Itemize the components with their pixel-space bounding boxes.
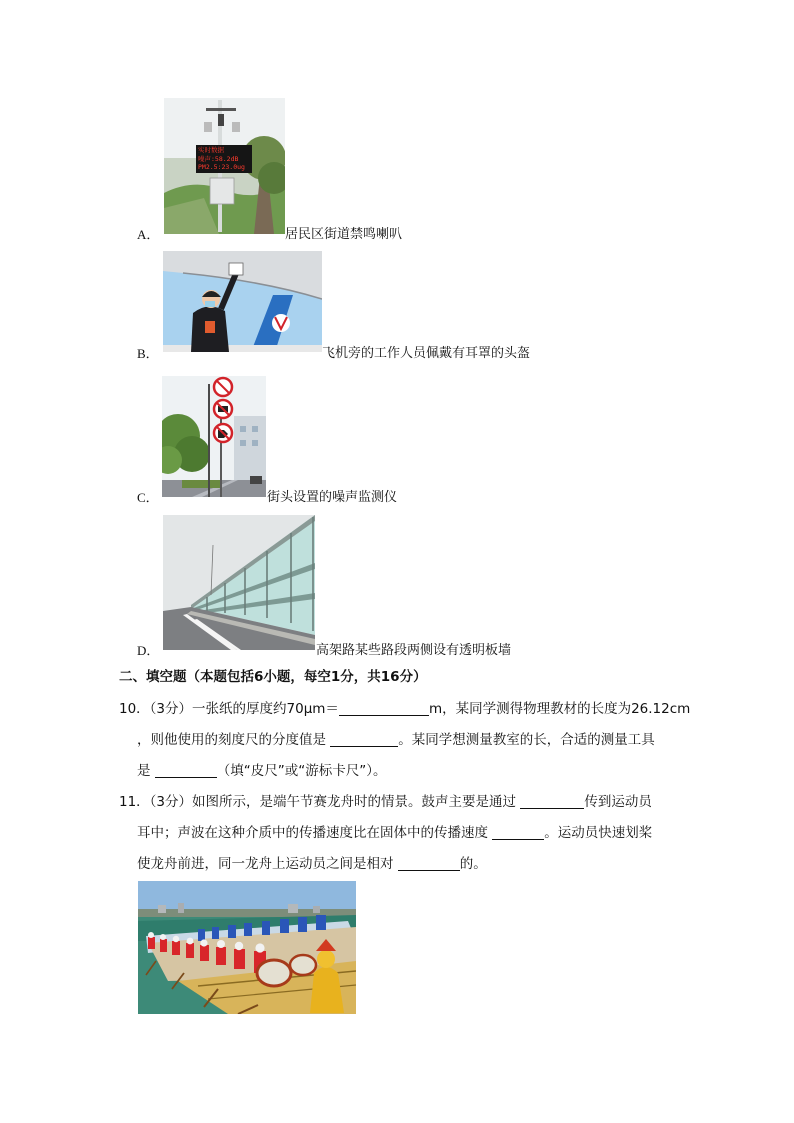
figure-dragon-boat-race <box>138 881 356 1014</box>
monitor-line-3: PM2.5:23.0ug <box>198 163 245 171</box>
q10-line-1 <box>119 697 690 717</box>
option-b-letter: B． <box>137 346 159 361</box>
figure-noise-monitor <box>164 98 285 234</box>
option-d-text: 高架路某些路段两侧设有透明板墙 <box>316 643 512 658</box>
q11-line3-b: 的。 <box>459 856 487 872</box>
q10-part1-tail: m，某同学测得物理教材的长度为26.12cm <box>428 701 691 717</box>
q11-blank-1[interactable] <box>520 794 584 809</box>
option-c-letter: C． <box>137 490 159 505</box>
q11-line1-b: 传到运动员 <box>584 794 652 810</box>
q10-prefix: 10．（3分）一张纸的厚度约70μm＝ <box>119 701 339 717</box>
q11-line3-a: 使龙舟前进，同一龙舟上运动员之间是相对 <box>137 856 394 872</box>
q10-blank-3[interactable] <box>155 763 217 778</box>
q11-line-3 <box>137 852 487 872</box>
q11-line-1 <box>119 790 652 810</box>
q10-blank-2[interactable] <box>330 732 398 747</box>
option-d-letter: D． <box>137 643 160 658</box>
option-a-text: 居民区街道禁鸣喇叭 <box>285 227 403 242</box>
q11-blank-2[interactable] <box>492 825 544 840</box>
q11-line2-a: 耳中；声波在这种介质中的传播速度比在固体中的传播速度 <box>137 825 488 841</box>
q10-line-2 <box>137 728 655 748</box>
q10-line2-b: 。某同学想测量教室的长，合适的测量工具 <box>398 732 655 748</box>
option-a-letter: A． <box>137 227 160 242</box>
q10-line-3 <box>137 759 387 779</box>
option-b-text: 飞机旁的工作人员佩戴有耳罩的头盔 <box>322 346 531 361</box>
q11-blank-3[interactable] <box>398 856 460 871</box>
option-c-text: 街头设置的噪声监测仪 <box>267 490 398 505</box>
q11-line2-b: 。运动员快速划桨 <box>544 825 653 841</box>
q10-blank-1[interactable] <box>339 701 429 716</box>
q11-line-2 <box>137 821 652 841</box>
monitor-line-1: 实时数据 <box>198 146 224 154</box>
q10-line2-a: ，则他使用的刻度尺的分度值是 <box>137 732 326 748</box>
figure-sound-barrier <box>163 515 315 650</box>
section-heading: 二、填空题（本题包括6小题，每空1分，共16分） <box>119 669 427 685</box>
q11-line1-a: 11．（3分）如图所示，是端午节赛龙舟时的情景。鼓声主要是通过 <box>119 794 517 810</box>
monitor-line-2: 噪声:58.2dB <box>198 154 239 163</box>
figure-airport-worker <box>163 251 322 352</box>
figure-no-horn-signs <box>162 376 266 497</box>
q10-line3-b: （填“皮尺”或“游标卡尺”）。 <box>216 763 387 779</box>
q10-line3-a: 是 <box>137 763 151 779</box>
